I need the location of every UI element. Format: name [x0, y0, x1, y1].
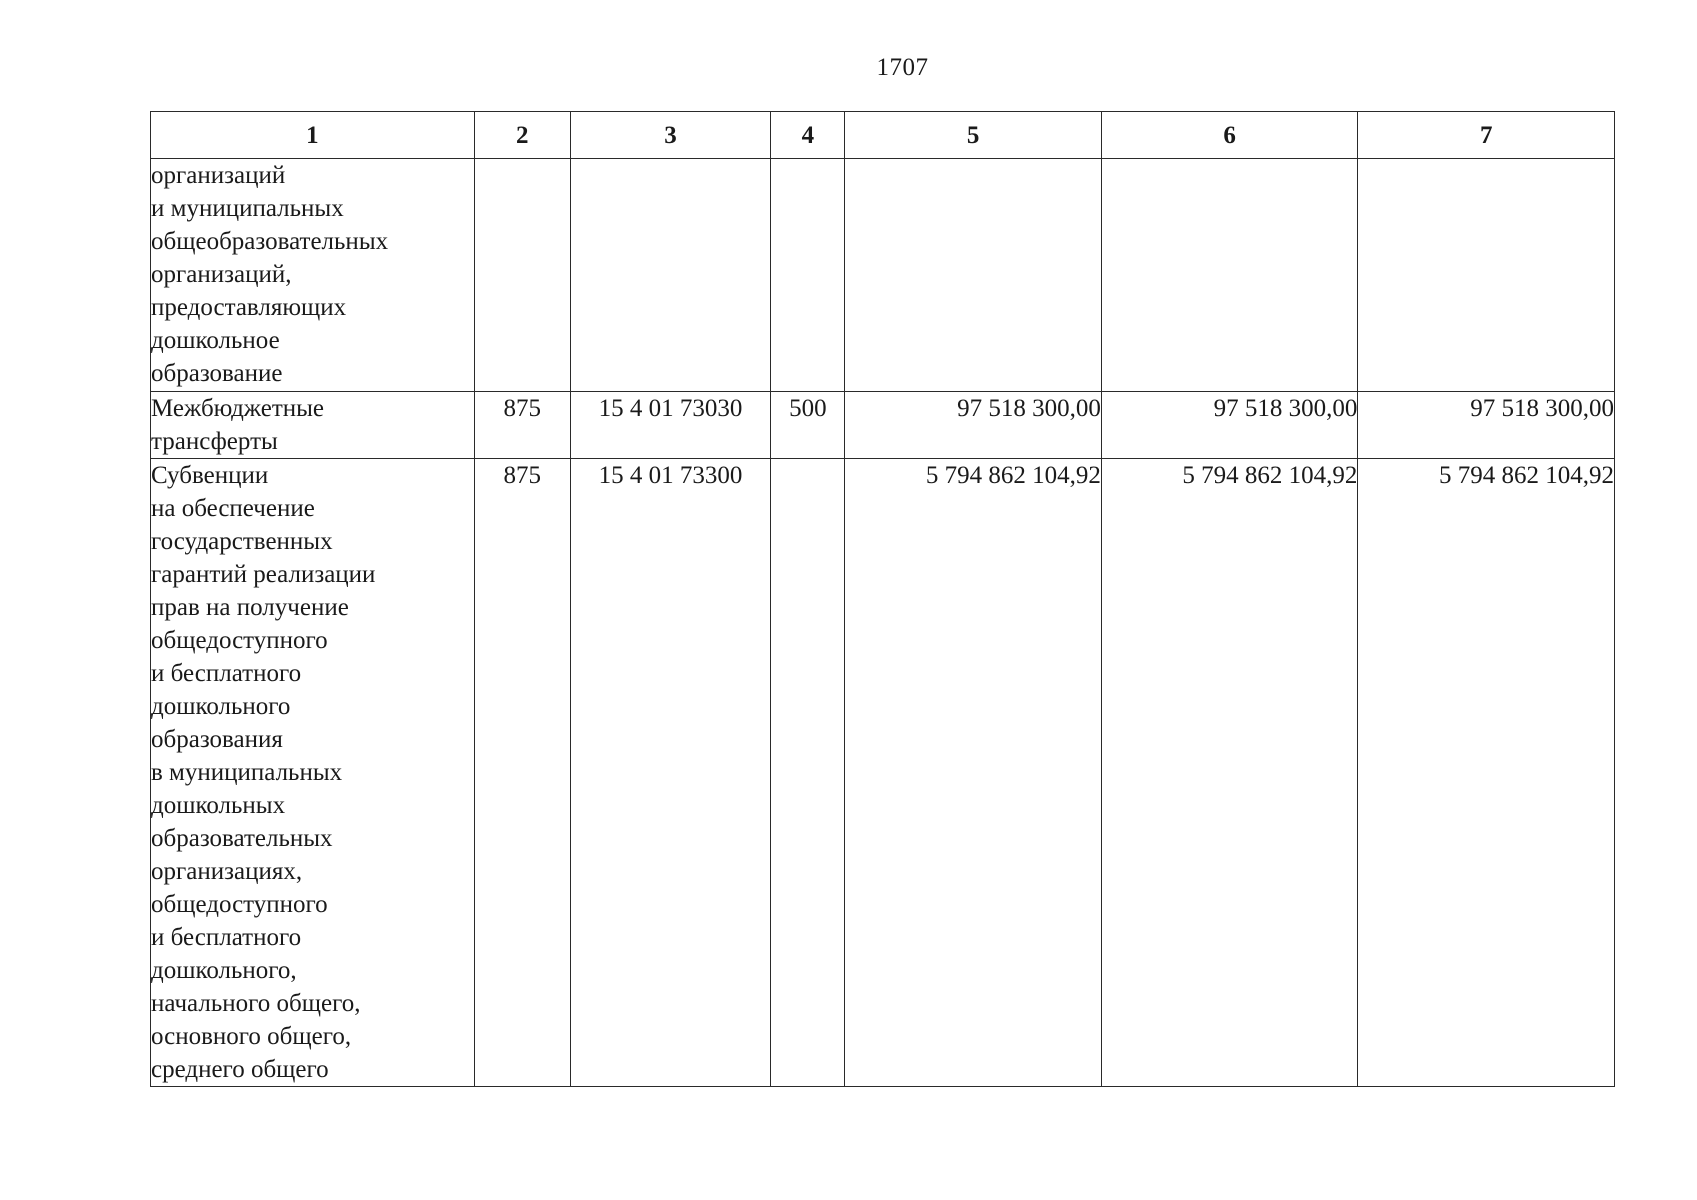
row-target	[570, 159, 770, 392]
row-value-7	[1358, 159, 1615, 392]
page-number: 1707	[876, 54, 929, 81]
row-code: 875	[474, 392, 570, 459]
table-row	[151, 392, 1615, 459]
row-name: Субвенции на обеспечение государственных гарантий реализации прав на получение общедоступного и бесплатного дошкольного образования в муниципальных дошкольных образовательных организациях, общедоступного и бесплатного дошкольного, начального общего, основного общего, среднего общего	[151, 459, 475, 1087]
column-header-2: 2	[474, 112, 570, 159]
row-value-7: 97 518 300,00	[1358, 392, 1615, 459]
row-value-6: 5 794 862 104,92	[1101, 459, 1358, 1087]
budget-table	[150, 111, 1615, 1087]
row-name: организаций и муниципальных общеобразовательных организаций, предоставляющих дошкольное образование	[151, 159, 475, 392]
row-name: Межбюджетные трансферты	[151, 392, 475, 459]
column-header-6: 6	[1101, 112, 1358, 159]
column-header-7: 7	[1358, 112, 1615, 159]
table-header-row	[151, 112, 1615, 159]
table-row	[151, 159, 1615, 392]
column-header-1: 1	[151, 112, 475, 159]
row-target: 15 4 01 73300	[570, 459, 770, 1087]
row-type	[771, 459, 845, 1087]
row-value-5: 5 794 862 104,92	[845, 459, 1102, 1087]
row-value-5: 97 518 300,00	[845, 392, 1102, 459]
row-value-5	[845, 159, 1102, 392]
column-header-5: 5	[845, 112, 1102, 159]
row-value-6: 97 518 300,00	[1101, 392, 1358, 459]
row-type: 500	[771, 392, 845, 459]
row-code: 875	[474, 459, 570, 1087]
row-target: 15 4 01 73030	[570, 392, 770, 459]
column-header-3: 3	[570, 112, 770, 159]
column-header-4: 4	[771, 112, 845, 159]
row-code	[474, 159, 570, 392]
row-type	[771, 159, 845, 392]
table-row	[151, 459, 1615, 1087]
row-value-6	[1101, 159, 1358, 392]
row-value-7: 5 794 862 104,92	[1358, 459, 1615, 1087]
